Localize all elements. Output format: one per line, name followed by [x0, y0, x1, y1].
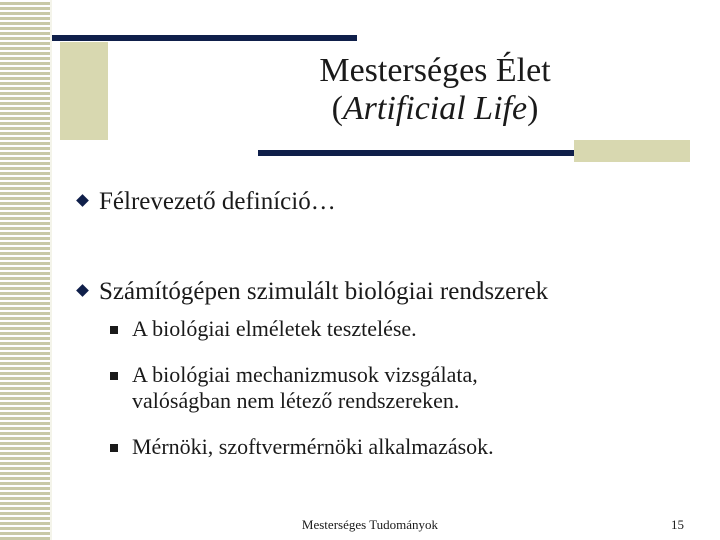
square-bullet-icon	[110, 372, 118, 380]
sub-bullet-text: A biológiai mechanizmusok vizsgálata, valóságban nem létező rendszereken.	[132, 362, 478, 413]
sub-bullet-item	[110, 362, 550, 414]
slide-footer: Mesterséges Tudományok	[301, 517, 439, 532]
title-paren-open: (	[331, 90, 343, 127]
sub-bullet-text: Mérnöki, szoftvermérnöki alkalmazások.	[132, 434, 494, 459]
top-divider-rule	[52, 35, 357, 41]
slide-title	[200, 52, 670, 128]
right-accent-box	[574, 140, 690, 162]
title-line-1: Mesterséges Élet	[319, 52, 551, 89]
decorative-stripe-column	[0, 0, 52, 540]
title-accent-box	[60, 42, 108, 140]
bullet-text: Számítógépen szimulált biológiai rendszerek	[99, 278, 549, 305]
sub-bullet-item	[110, 316, 550, 342]
bullet-text: Félrevezető definíció…	[99, 188, 336, 215]
title-line-2	[200, 90, 670, 128]
diamond-bullet-icon	[76, 284, 89, 297]
square-bullet-icon	[110, 326, 118, 334]
page-number: 15	[671, 517, 684, 532]
diamond-bullet-icon	[76, 194, 89, 207]
title-italic-text: Artificial Life	[342, 90, 528, 127]
bullet-item	[78, 278, 548, 306]
sub-bullet-item	[110, 434, 630, 460]
bullet-item	[78, 188, 336, 216]
square-bullet-icon	[110, 444, 118, 452]
sub-bullet-text: A biológiai elméletek tesztelése.	[132, 316, 417, 341]
title-paren-close: )	[527, 90, 539, 127]
